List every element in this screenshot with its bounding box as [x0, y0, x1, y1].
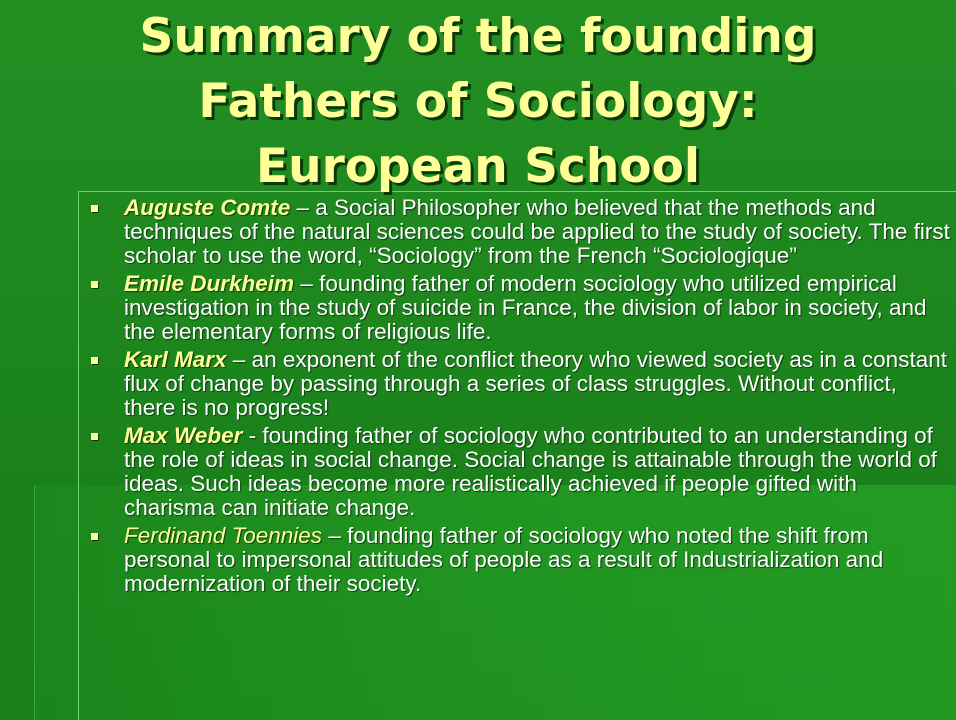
founder-name-comte: Auguste Comte [124, 195, 291, 220]
founder-description-toennies: – founding father of sociology who noted the shift from personal to impersonal attitudes of people as a result of Industrialization and modernization of their society. [124, 523, 884, 596]
square-bullet-icon [91, 533, 98, 540]
title-line-1: Summary of the founding [139, 9, 817, 64]
list-item-weber [90, 424, 952, 520]
title-line-3: European School [256, 139, 700, 194]
founder-description-durkheim: – founding father of modern sociology who utilized empirical investigation in the study of suicide in France, the division of labor in society, and the elementary forms of religious life. [124, 271, 927, 344]
founder-name-toennies: Ferdinand Toennies [124, 523, 323, 548]
square-bullet-icon [91, 433, 98, 440]
founder-name-durkheim: Emile Durkheim [124, 271, 295, 296]
founder-description-weber: - founding father of sociology who contributed to an understanding of the role of ideas in social change. Social change is attainable through the world of ideas. Such ideas become more realistically achieved if people gifted with charisma can initiate change. [124, 423, 938, 520]
founder-description-marx: – an exponent of the conflict theory who viewed society as in a constant flux of change by passing through a series of class struggles. Without conflict, there is no progress! [124, 347, 947, 420]
founder-name-weber: Max Weber [124, 423, 243, 448]
list-item-marx [90, 348, 952, 420]
founder-name-marx: Karl Marx [124, 347, 227, 372]
square-bullet-icon [91, 281, 98, 288]
founders-list [90, 196, 952, 600]
background-left-strip [0, 485, 35, 720]
list-item-durkheim [90, 272, 952, 344]
list-item-comte [90, 196, 952, 268]
content-frame-left-line [78, 191, 79, 720]
list-item-toennies [90, 524, 952, 596]
square-bullet-icon [91, 357, 98, 364]
title-line-2: Fathers of Sociology: [198, 74, 758, 129]
square-bullet-icon [91, 205, 98, 212]
slide-title [60, 4, 896, 199]
founder-description-comte: – a Social Philosopher who believed that the methods and techniques of the natural sciences could be applied to the study of society. The first scholar to use the word, “Sociology” from the French “Sociologique” [124, 195, 950, 268]
